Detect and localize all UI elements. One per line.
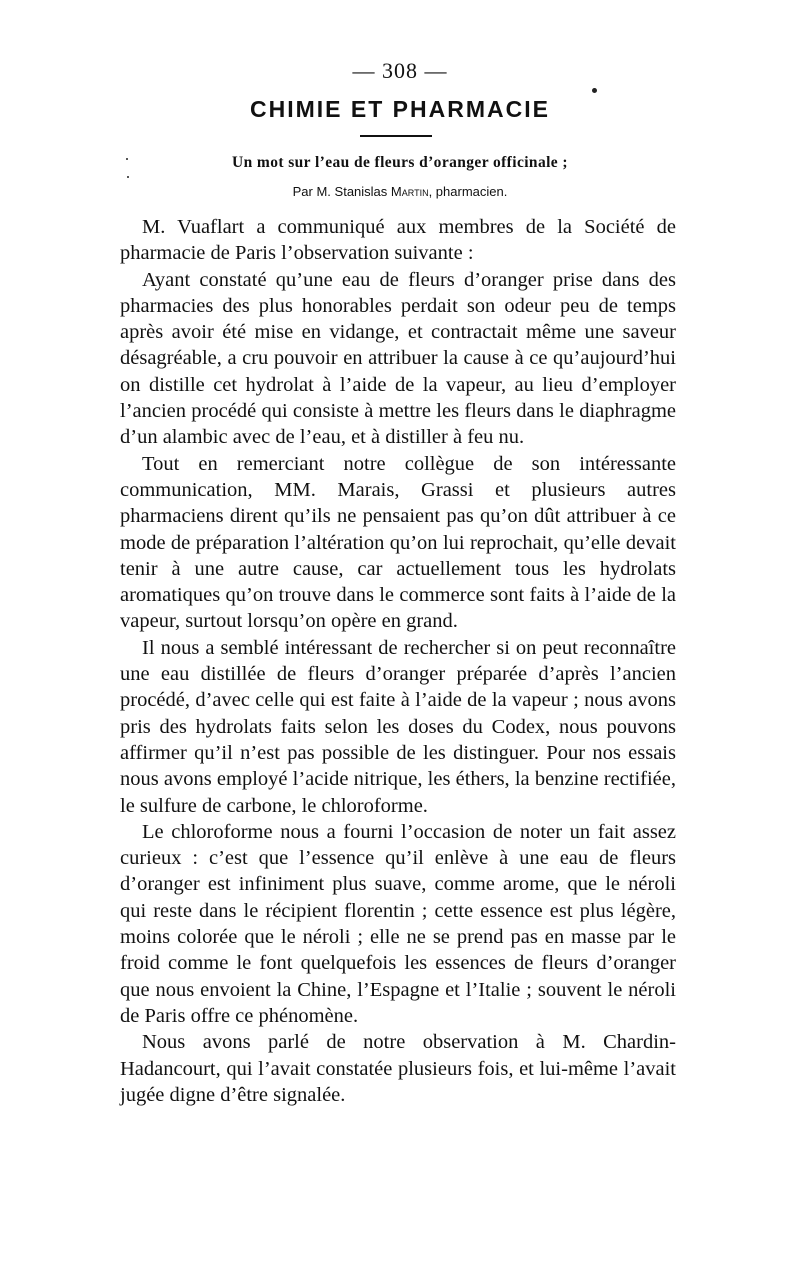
page-number: — 308 —	[352, 58, 448, 83]
section-title: CHIMIE ET PHARMACIE	[250, 96, 550, 122]
article-body	[120, 214, 676, 1108]
byline-suffix: , pharmacien.	[428, 184, 508, 199]
print-speck	[592, 88, 597, 93]
paragraph-1: M. Vuaflart a communiqué aux membres de la Société de pharmacie de Paris l’observation suivante :	[120, 216, 676, 265]
byline-author-surname: Martin	[390, 184, 429, 199]
paragraph-3: Tout en remerciant notre collègue de son intéressante communication, MM. Marais, Grassi et plusieurs autres pharmaciens dirent qu’ils ne pensaient pas qu’on dût attribuer à ce mode de préparation l’altération qu’on lui reprochait, qu’elle devait tenir à une autre cause, car actuellement tous les hydrolats aromatiques qu’on trouve dans le commerce sont faits à l’aide de la vapeur, surtout lorsqu’on opère en grand.	[120, 452, 676, 633]
paragraph-5: Le chloroforme nous a fourni l’occasion de noter un fait assez curieux : c’est que l’essence qu’il enlève à une eau de fleurs d’oranger est infiniment plus suave, comme arome, que le néroli qui reste dans le récipient florentin ; cette essence est plus légère, moins colorée que le néroli ; elle ne se prend pas en masse par le froid comme le font quelquefois les essences de fleurs d’oranger que nous envoient la Chine, l’Espagne et l’Italie ; souvent le néroli de Paris offre ce phénomène.	[120, 820, 676, 1027]
title-rule	[360, 135, 432, 137]
paragraph-2: Ayant constaté qu’une eau de fleurs d’oranger prise dans des pharmacies des plus honorables perdait son odeur peu de temps après avoir été mise en vidange, et contractait même une saveur désagréable, a cru pouvoir en attribuer la cause à ce qu’aujourd’hui on distille cet hydrolat à l’aide de la vapeur, au lieu d’employer l’ancien procédé qui consiste à mettre les fleurs dans le diaphragme d’un alambic avec de l’eau, et à distiller à feu nu.	[120, 268, 676, 449]
print-speck	[127, 176, 129, 178]
byline-prefix: Par M. Stanislas	[292, 184, 391, 199]
article-title: Un mot sur l’eau de fleurs d’oranger officinale ;	[232, 154, 568, 171]
paragraph-6: Nous avons parlé de notre observation à M. Chardin-Hadancourt, qui l’avait constatée plusieurs fois, et lui-même l’avait jugée digne d’être signalée.	[120, 1031, 676, 1106]
byline	[0, 184, 800, 199]
paragraph-4: Il nous a semblé intéressant de rechercher si on peut reconnaître une eau distillée de fleurs d’oranger préparée d’après l’ancien procédé, d’avec celle qui est faite à l’aide de la vapeur ; nous avons pris des hydrolats faits selon les doses du Codex, nous pouvons affirmer qu’il n’est pas possible de les distinguer. Pour nos essais nous avons employé l’acide nitrique, les éthers, la benzine rectifiée, le sulfure de carbone, le chloroforme.	[120, 636, 676, 817]
print-speck	[126, 158, 128, 160]
